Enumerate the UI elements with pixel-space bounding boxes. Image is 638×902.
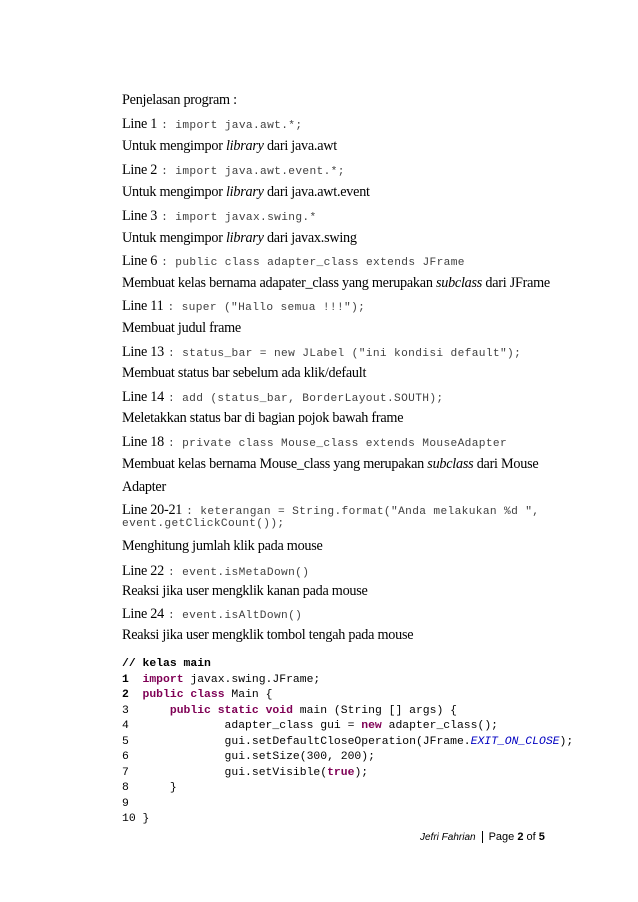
explanation-desc-18: [122, 456, 538, 473]
explanation-line-18: [122, 433, 507, 451]
explanation-desc-14: [122, 410, 403, 427]
keyword: public: [169, 704, 211, 717]
code-snippet: : public class adapter_class extends JFrame: [161, 257, 465, 269]
explanation-desc-24: Reaksi jika user mengklik tombol tengah pada mouse: [122, 627, 414, 643]
code-snippet: : import javax.swing.*: [161, 212, 317, 224]
explanation-line-6: [122, 252, 465, 270]
explanation-desc-20-21: Menghitung jumlah klik pada mouse: [122, 538, 323, 554]
explanation-desc-22: Reaksi jika user mengklik kanan pada mouse: [122, 583, 368, 599]
line-number: 2: [122, 689, 129, 701]
keyword: true: [327, 766, 355, 779]
line-number: 5: [122, 735, 129, 748]
footer-page-number: 2: [517, 831, 524, 843]
code-line: [122, 719, 573, 735]
code-text: javax.swing.JFrame;: [183, 673, 321, 686]
line-number: 6: [122, 751, 129, 763]
explanation-line-2: [122, 161, 345, 179]
explanation-line-11: [122, 297, 365, 315]
desc-text: dari javax.swing: [263, 230, 357, 246]
code-snippet: : event.isAltDown(): [167, 610, 303, 622]
explanation-desc-11: [122, 320, 241, 337]
code-text: gui.setVisible(: [224, 766, 328, 779]
keyword: void: [265, 704, 293, 717]
code-line: [122, 735, 573, 751]
line-number: 8: [122, 782, 129, 794]
code-block: [122, 657, 573, 828]
line-label: Line 20-21: [122, 502, 183, 518]
footer-page-total: 5: [538, 831, 545, 843]
code-text: );: [354, 766, 369, 779]
code-line: [122, 766, 573, 782]
desc-emphasis: subclass: [427, 456, 474, 472]
line-label: Line 3: [122, 208, 158, 224]
explanation-desc-3: [122, 230, 357, 247]
code-snippet: : super ("Hallo semua !!!");: [167, 302, 366, 314]
footer-author: Jefri Fahrian: [420, 832, 476, 843]
desc-text: dari JFrame: [482, 275, 550, 291]
desc-emphasis: library: [225, 184, 264, 200]
desc-text: Meletakkan status bar di bagian pojok bawah frame: [122, 410, 404, 426]
code-snippet: : import java.awt.*;: [161, 120, 303, 132]
desc-text: dari java.awt.event: [263, 184, 370, 200]
footer-page-word: Page: [488, 831, 515, 843]
desc-text: Untuk mengimpor: [122, 184, 226, 200]
desc-text: Untuk mengimpor: [122, 230, 226, 246]
keyword: public: [142, 689, 184, 701]
line-label: Line 14: [122, 389, 164, 405]
code-text: main (String [] args) {: [292, 704, 457, 717]
explanation-desc-2: [122, 184, 370, 201]
explanation-line-22: [122, 562, 309, 580]
explanation-line-20-21: [122, 501, 539, 519]
keyword: import: [142, 673, 184, 686]
explanation-heading: Penjelasan program :: [122, 92, 237, 108]
explanation-line-13: [122, 343, 521, 361]
code-comment: // kelas main: [122, 658, 211, 670]
code-snippet: : keterangan = String.format("Anda melakukan %d ",: [186, 506, 540, 518]
desc-emphasis: library: [225, 138, 264, 154]
desc-text: Membuat kelas bernama adapater_class yang merupakan: [122, 275, 436, 291]
desc-text: dari Mouse: [473, 456, 539, 472]
desc-text: Untuk mengimpor: [122, 138, 226, 154]
code-snippet: : status_bar = new JLabel ("ini kondisi default");: [167, 348, 522, 360]
line-number: 4: [122, 720, 129, 732]
desc-text: Membuat kelas bernama Mouse_class yang merupakan: [122, 456, 428, 472]
line-label: Line 13: [122, 344, 164, 360]
line-number: 3: [122, 704, 129, 717]
code-snippet: : import java.awt.event.*;: [161, 166, 345, 178]
desc-emphasis: library: [225, 230, 264, 246]
code-text: );: [559, 735, 574, 748]
line-label: Line 1: [122, 116, 158, 132]
code-line: [122, 673, 573, 689]
line-number: 9: [122, 797, 129, 810]
code-text: Main {: [224, 689, 273, 701]
line-number: 10: [122, 813, 136, 825]
code-line: [122, 750, 573, 766]
code-text: adapter_class gui =: [224, 720, 362, 732]
desc-text: dari java.awt: [263, 138, 337, 154]
code-line: [122, 781, 573, 797]
code-text: }: [142, 813, 150, 825]
code-line: [122, 797, 573, 813]
line-label: Line 2: [122, 162, 158, 178]
static-field: EXIT_ON_CLOSE: [470, 735, 560, 748]
footer-divider: [482, 831, 483, 843]
code-line: [122, 688, 573, 704]
code-text: gui.setSize(300, 200);: [224, 751, 375, 763]
code-snippet: : event.isMetaDown(): [167, 567, 310, 579]
line-label: Line 6: [122, 253, 158, 269]
code-snippet: : private class Mouse_class extends MouseAdapter: [167, 438, 508, 450]
desc-text: Membuat status bar sebelum ada klik/default: [122, 365, 367, 381]
footer-of-word: of: [526, 831, 536, 843]
line-number: 7: [122, 766, 129, 779]
explanation-desc-1: [122, 138, 337, 155]
line-label: Line 22: [122, 563, 164, 579]
explanation-desc-13: [122, 365, 366, 382]
explanation-desc-18-cont: Adapter: [122, 479, 166, 495]
code-text: }: [169, 782, 177, 794]
code-snippet: : add (status_bar, BorderLayout.SOUTH);: [167, 393, 444, 405]
keyword: new: [361, 720, 382, 732]
keyword: static: [217, 704, 259, 717]
line-label: Line 18: [122, 434, 164, 450]
desc-emphasis: subclass: [435, 275, 483, 291]
explanation-line-24: [122, 605, 302, 623]
desc-text: Membuat judul frame: [122, 320, 241, 336]
page-footer: [420, 831, 545, 843]
explanation-line-1: [122, 115, 302, 133]
line-label: Line 24: [122, 606, 164, 622]
explanation-line-14: [122, 388, 443, 406]
keyword: class: [190, 689, 225, 701]
explanation-desc-6: [122, 275, 550, 292]
line-number: 1: [122, 673, 129, 686]
code-text: gui.setDefaultCloseOperation(JFrame.: [224, 735, 471, 748]
code-snippet-cont: event.getClickCount());: [122, 518, 285, 530]
code-text: adapter_class();: [381, 720, 498, 732]
code-line: [122, 812, 573, 828]
line-label: Line 11: [122, 298, 164, 314]
code-line: [122, 704, 573, 720]
explanation-line-3: [122, 207, 317, 225]
